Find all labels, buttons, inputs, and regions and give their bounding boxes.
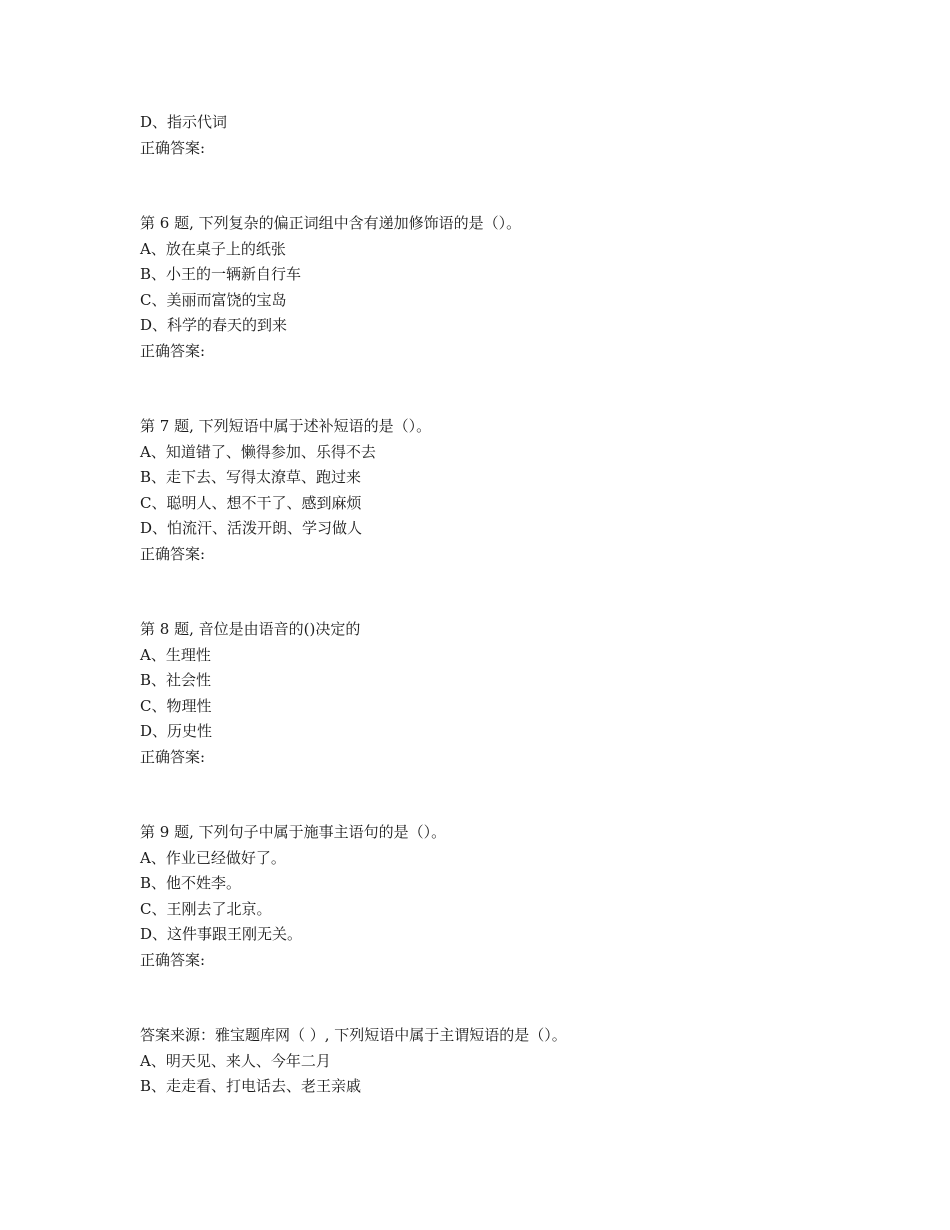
question-10 <box>140 1023 860 1100</box>
answer-label: 正确答案: <box>140 341 206 360</box>
answer-label: 正确答案: <box>140 544 206 563</box>
option-a: A、知道错了、懒得参加、乐得不去 <box>140 442 376 461</box>
option-a: A、生理性 <box>140 645 211 664</box>
question-text: 第 9 题, 下列句子中属于施事主语句的是（）。 <box>140 823 447 841</box>
answer-label: 正确答案: <box>140 747 206 766</box>
option-c: C、王刚去了北京。 <box>140 899 272 918</box>
option-b: B、他不姓李。 <box>140 874 242 892</box>
option-d: D、科学的春天的到来 <box>140 316 288 334</box>
option-b: B、小王的一辆新自行车 <box>140 265 302 283</box>
option-a: A、作业已经做好了。 <box>140 848 286 867</box>
answer-label: 正确答案: <box>140 138 206 157</box>
option-b: B、走走看、打电话去、老王亲戚 <box>140 1077 362 1095</box>
question-text: 第 6 题, 下列复杂的偏正词组中含有递加修饰语的是（）。 <box>140 214 522 232</box>
question-8 <box>140 617 860 770</box>
answer-label: 正确答案: <box>140 950 206 969</box>
question-text: 第 8 题, 音位是由语音的()决定的 <box>140 620 361 638</box>
question-9 <box>140 820 860 973</box>
option-b: B、社会性 <box>140 671 212 689</box>
question-7 <box>140 414 860 567</box>
option-d: D、历史性 <box>140 722 213 740</box>
option-d: D、怕流汗、活泼开朗、学习做人 <box>140 519 363 537</box>
question-text: 答案来源：雅宝题库网（ ）, 下列短语中属于主谓短语的是（）。 <box>140 1026 567 1044</box>
option-d: D、指示代词 <box>140 113 228 131</box>
question-5-tail <box>140 110 860 161</box>
option-d: D、这件事跟王刚无关。 <box>140 925 303 943</box>
option-c: C、美丽而富饶的宝岛 <box>140 290 287 309</box>
document-page <box>140 110 860 1100</box>
option-a: A、放在桌子上的纸张 <box>140 239 286 258</box>
question-text: 第 7 题, 下列短语中属于述补短语的是（）。 <box>140 417 432 435</box>
question-6 <box>140 211 860 364</box>
option-c: C、聪明人、想不干了、感到麻烦 <box>140 493 362 512</box>
option-b: B、走下去、写得太潦草、跑过来 <box>140 468 362 486</box>
option-c: C、物理性 <box>140 696 212 715</box>
option-a: A、明天见、来人、今年二月 <box>140 1051 331 1070</box>
